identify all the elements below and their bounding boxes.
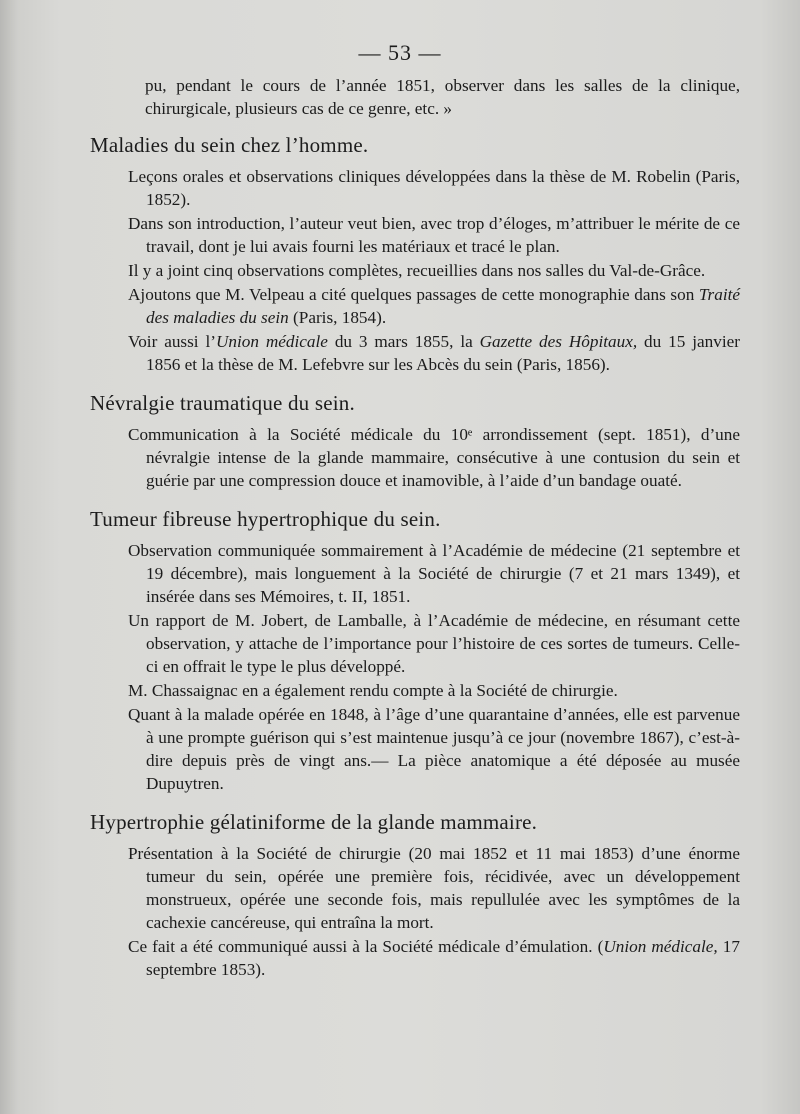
section-paragraph: Observation communiquée sommairement à l’Académie de médecine (21 septembre et 19 décembre), mais longuement à la Société de chirurgie (7 et 21 mars 1349), et insérée dans ses Mémoires, t. II, 1851. [128,541,740,606]
text-run: 17 septembre 1853). [146,937,740,979]
journal-title: Union médicale [215,332,328,351]
section-paragraph: Leçons orales et observations cliniques développées dans la thèse de M. Robelin (Paris, 1852). [128,167,740,209]
text-run: (Paris, 1854). [288,308,387,327]
section-paragraph: Quant à la malade opérée en 1848, à l’âge d’une quarantaine d’années, elle est parvenue à une prompte guérison qui s’est maintenue jusqu’à ce jour (novembre 1867), c’est-à-dire depuis près de vingt ans.— La pièce anatomique a été déposée au musée Dupuytren. [128,705,740,793]
text-run: du 15 janvier 1856 et la thèse de M. Lefebvre sur les Abcès du sein (Paris, 1856). [146,332,740,374]
section-paragraph [128,330,740,376]
text-run: Ce fait a été communiqué aussi à la Société médicale d’émulation. ( [128,937,604,956]
journal-title: Union médicale, [603,937,718,956]
opening-paragraph: pu, pendant le cours de l’année 1851, observer dans les salles de la clinique, chirurgicale, plusieurs cas de ce genre, etc. » [145,76,740,118]
section-paragraph [128,935,740,981]
section-heading: Névralgie traumatique du sein. [90,391,355,415]
section-paragraph [128,283,740,329]
page-content [90,74,740,982]
section-paragraph: Il y a joint cinq observations complètes, recueillies dans nos salles du Val-de-Grâce. [128,261,706,280]
section-heading: Hypertrophie gélatiniforme de la glande mammaire. [90,810,538,834]
section-paragraph: Dans son introduction, l’auteur veut bien, avec trop d’éloges, m’attribuer le mérite de ce travail, dont je lui avais fourni les matériaux et tracé le plan. [128,214,740,256]
book-title: Traité des maladies du sein [146,285,740,327]
section-paragraph: Présentation à la Société de chirurgie (20 mai 1852 et 11 mai 1853) d’une énorme tumeur du sein, opérée une première fois, récidivée, avec un développement monstrueux, opérée une seconde fois, mais repullulée avec les symptômes de la cachexie cancéreuse, qui entraîna la mort. [128,844,740,932]
section-paragraph: Communication à la Société médicale du 10ᵉ arrondissement (sept. 1851), d’une névralgie intense de la glande mammaire, consécutive à une contusion du sein et guérie par une compression douce et inamovible, à l’aide d’un bandage ouaté. [128,425,740,490]
page-number: — 53 — [358,40,442,65]
section-paragraph: Un rapport de M. Jobert, de Lamballe, à l’Académie de médecine, en résumant cette observation, y attache de l’importance pour l’histoire de ces sortes de tumeurs. Celle-ci en offrait le type le plus développé. [128,611,740,676]
section-heading: Tumeur fibreuse hypertrophique du sein. [90,507,441,531]
section-paragraph: M. Chassaignac en a également rendu compte à la Société de chirurgie. [128,681,618,700]
text-run: Ajoutons que M. Velpeau a cité quelques passages de cette monographie dans son [128,285,699,304]
text-run: Voir aussi l’ [128,332,216,351]
text-run: du 3 mars 1855, la [327,332,480,351]
journal-title: Gazette des Hôpitaux, [479,332,638,351]
section-heading: Maladies du sein chez l’homme. [90,133,369,157]
